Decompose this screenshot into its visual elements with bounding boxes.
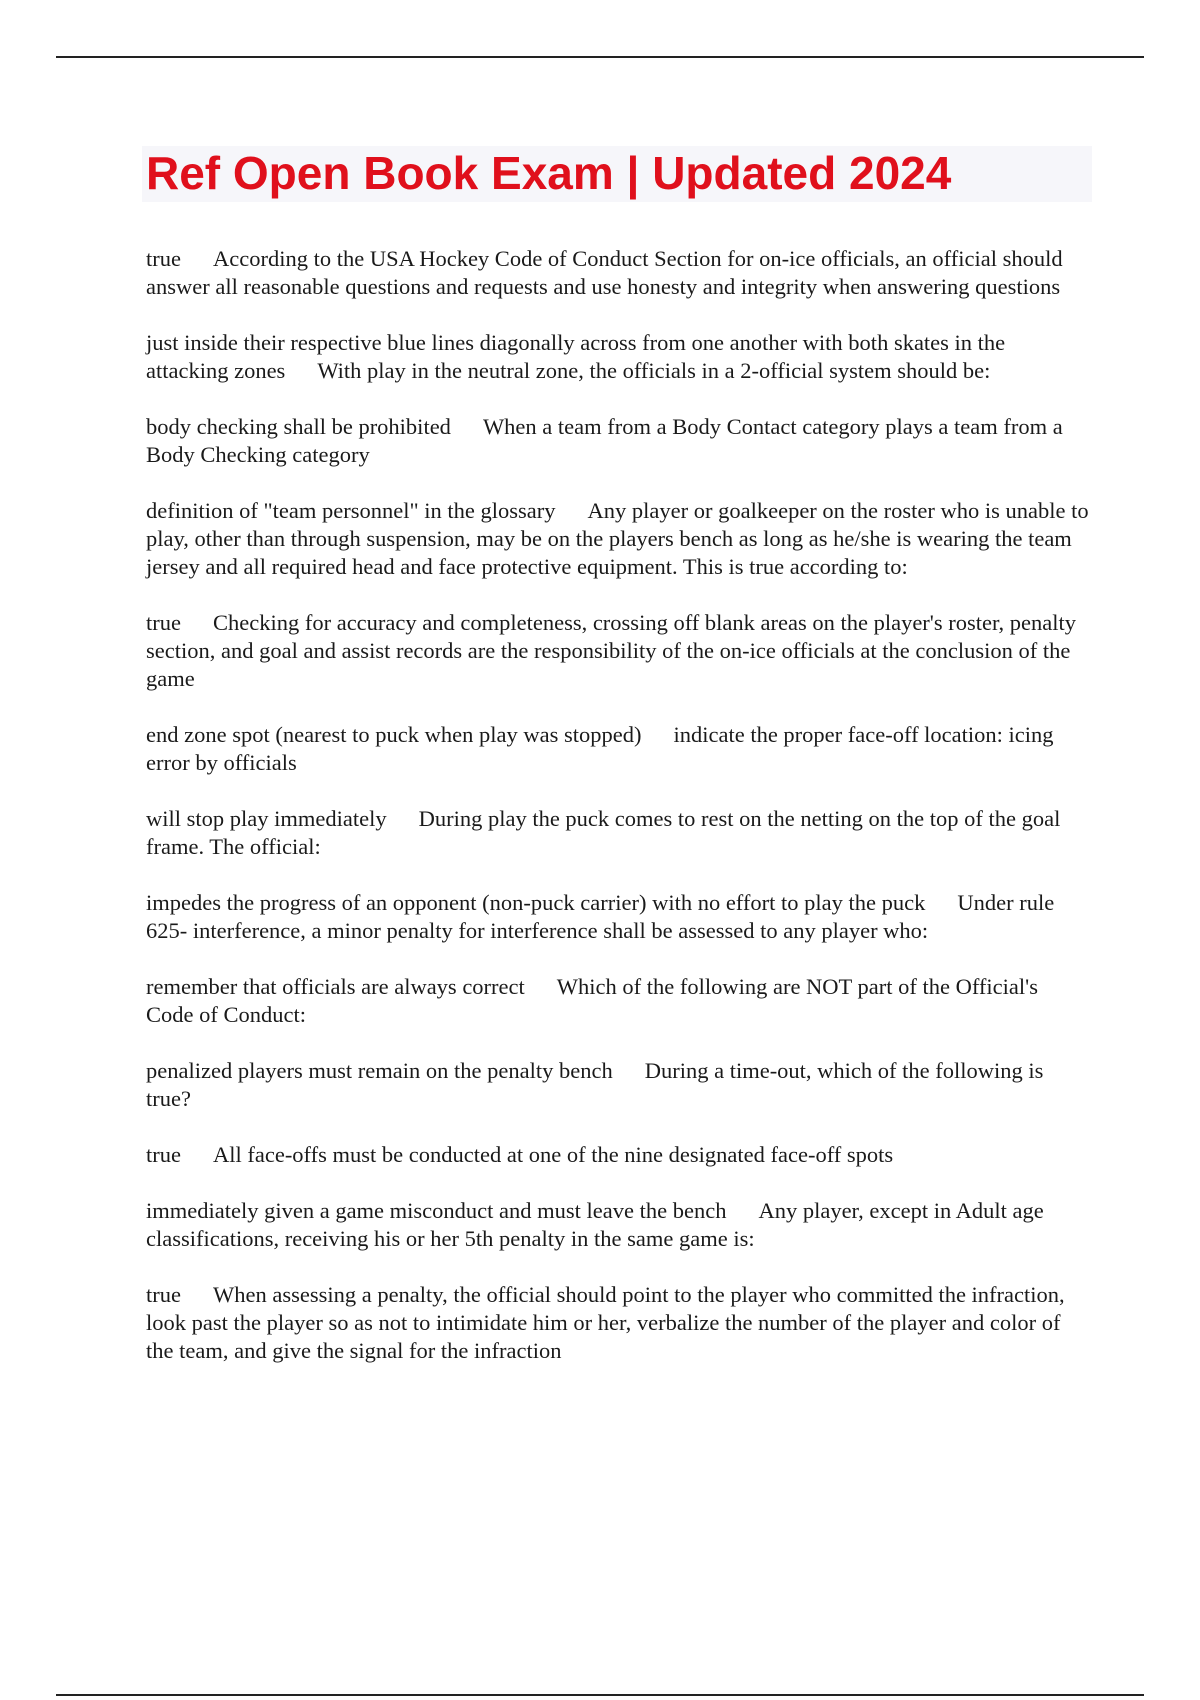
answer-text: penalized players must remain on the penalty bench bbox=[146, 1058, 613, 1083]
question-text: Checking for accuracy and completeness, crossing off blank areas on the player's roster, penalty section, and goal and assist records are the responsibility of the on-ice officials at the conclusion of the game bbox=[146, 610, 1077, 691]
question-text: indicate the proper face-off location: icing error by officials bbox=[146, 722, 1054, 775]
question-text: According to the USA Hockey Code of Conduct Section for on-ice officials, an official should answer all reasonable questions and requests and use honesty and integrity when answering questions bbox=[146, 246, 1063, 299]
question-text: Any player, except in Adult age classifications, receiving his or her 5th penalty in the same game is: bbox=[146, 1198, 1044, 1251]
qa-item bbox=[146, 1281, 1090, 1365]
qa-item bbox=[146, 245, 1090, 301]
answer-text: true bbox=[146, 610, 181, 635]
question-text: During play the puck comes to rest on the netting on the top of the goal frame. The official: bbox=[146, 806, 1061, 859]
qa-item bbox=[146, 1197, 1090, 1253]
question-text: Under rule 625- interference, a minor penalty for interference shall be assessed to any player who: bbox=[146, 890, 1055, 943]
question-text: During a time-out, which of the following is true? bbox=[146, 1058, 1044, 1111]
qa-list bbox=[146, 245, 1090, 1393]
qa-item bbox=[146, 889, 1090, 945]
answer-text: impedes the progress of an opponent (non-puck carrier) with no effort to play the puck bbox=[146, 890, 926, 915]
answer-text: immediately given a game misconduct and must leave the bench bbox=[146, 1198, 727, 1223]
question-text: Any player or goalkeeper on the roster who is unable to play, other than through suspension, may be on the players bench as long as he/she is wearing the team jersey and all required head and face protective equipment. This is true according to: bbox=[146, 498, 1089, 579]
document-title: Ref Open Book Exam | Updated 2024 bbox=[146, 147, 952, 199]
qa-item bbox=[146, 413, 1090, 469]
qa-item bbox=[146, 973, 1090, 1029]
answer-text: will stop play immediately bbox=[146, 806, 387, 831]
question-text: With play in the neutral zone, the officials in a 2-official system should be: bbox=[317, 358, 991, 383]
qa-item bbox=[146, 1141, 1090, 1169]
question-text: When assessing a penalty, the official should point to the player who committed the infraction, look past the player so as not to intimidate him or her, verbalize the number of the player and color of the team, and give the signal for the infraction bbox=[146, 1282, 1065, 1363]
question-text: All face-offs must be conducted at one of the nine designated face-off spots bbox=[212, 1142, 894, 1167]
answer-text: definition of "team personnel" in the glossary bbox=[146, 498, 556, 523]
answer-text: body checking shall be prohibited bbox=[146, 414, 451, 439]
answer-text: just inside their respective blue lines diagonally across from one another with both skates in the attacking zones bbox=[146, 330, 1006, 383]
answer-text: true bbox=[146, 1282, 181, 1307]
qa-item bbox=[146, 1057, 1090, 1113]
qa-item bbox=[146, 609, 1090, 693]
qa-item bbox=[146, 329, 1090, 385]
bottom-rule bbox=[56, 1694, 1144, 1696]
qa-item bbox=[146, 497, 1090, 581]
question-text: When a team from a Body Contact category plays a team from a Body Checking category bbox=[146, 414, 1063, 467]
answer-text: true bbox=[146, 246, 181, 271]
answer-text: remember that officials are always correct bbox=[146, 974, 525, 999]
question-text: Which of the following are NOT part of the Official's Code of Conduct: bbox=[146, 974, 1038, 1027]
answer-text: true bbox=[146, 1142, 181, 1167]
qa-item bbox=[146, 805, 1090, 861]
answer-text: end zone spot (nearest to puck when play was stopped) bbox=[146, 722, 642, 747]
qa-item bbox=[146, 721, 1090, 777]
top-rule bbox=[56, 56, 1144, 58]
